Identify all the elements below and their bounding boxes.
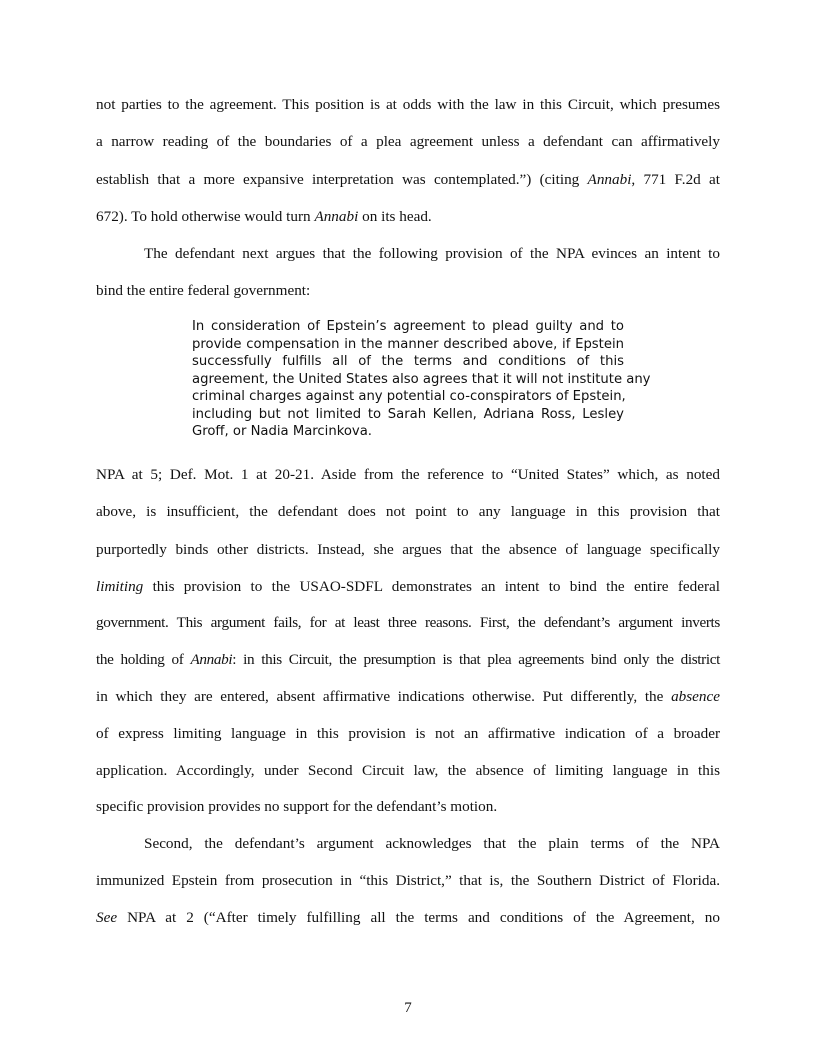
body-line: the holding of Annabi: in this Circuit, the presumption is that plea agreements bind only the district <box>96 651 720 668</box>
quote-line: including but not limited to Sarah Kellen, Adriana Ross, Lesley <box>192 406 624 422</box>
case-citation: Annabi <box>587 171 632 188</box>
case-citation: Annabi <box>314 208 359 225</box>
quote-line: In consideration of Epstein’s agreement to plead guilty and to <box>192 319 624 334</box>
body-line: bind the entire federal government: <box>96 282 311 299</box>
block-quote <box>192 318 651 441</box>
body-line: government. This argument fails, for at least three reasons. First, the defendant’s argument inverts <box>96 614 720 631</box>
body-line: in which they are entered, absent affirmative indications otherwise. Put differently, the absence <box>96 688 720 705</box>
emphasis: absence <box>671 688 720 705</box>
body-line: NPA at 5; Def. Mot. 1 at 20-21. Aside from the reference to “United States” which, as noted <box>96 466 720 483</box>
page-number: 7 <box>404 1000 412 1016</box>
body-line: establish that a more expansive interpretation was contemplated.”) (citing Annabi, 771 F.2d at <box>96 171 720 188</box>
signal-word: See <box>96 909 118 926</box>
body-line: of express limiting language in this provision is not an affirmative indication of a broader <box>96 725 720 742</box>
body-line: The defendant next argues that the following provision of the NPA evinces an intent to <box>144 245 720 262</box>
body-line: Second, the defendant’s argument acknowledges that the plain terms of the NPA <box>144 835 720 852</box>
body-line: not parties to the agreement. This position is at odds with the law in this Circuit, which presumes <box>96 96 720 113</box>
body-line: immunized Epstein from prosecution in “this District,” that is, the Southern District of Florida. <box>96 872 720 889</box>
quote-line: Groff, or Nadia Marcinkova. <box>192 424 373 439</box>
body-line: purportedly binds other districts. Instead, she argues that the absence of language specifically <box>96 541 720 558</box>
quote-line: agreement, the United States also agrees that it will not institute any <box>192 371 651 387</box>
body-line: limiting this provision to the USAO-SDFL demonstrates an intent to bind the entire federal <box>96 578 720 595</box>
body-line: 672). To hold otherwise would turn Annabi on its head. <box>96 208 432 225</box>
emphasis: limiting <box>96 578 144 595</box>
quote-line: successfully fulfills all of the terms and conditions of this <box>192 354 624 369</box>
case-citation: Annabi <box>190 651 233 668</box>
body-line: above, is insufficient, the defendant does not point to any language in this provision that <box>96 503 720 520</box>
body-line: See NPA at 2 (“After timely fulfilling all the terms and conditions of the Agreement, no <box>96 909 720 926</box>
quote-line: provide compensation in the manner described above, if Epstein <box>192 336 624 352</box>
body-line: application. Accordingly, under Second Circuit law, the absence of limiting language in this <box>96 762 720 779</box>
quote-line: criminal charges against any potential co-conspirators of Epstein, <box>192 389 626 404</box>
body-line: specific provision provides no support for the defendant’s motion. <box>96 798 498 815</box>
body-line: a narrow reading of the boundaries of a plea agreement unless a defendant can affirmatively <box>96 133 720 150</box>
